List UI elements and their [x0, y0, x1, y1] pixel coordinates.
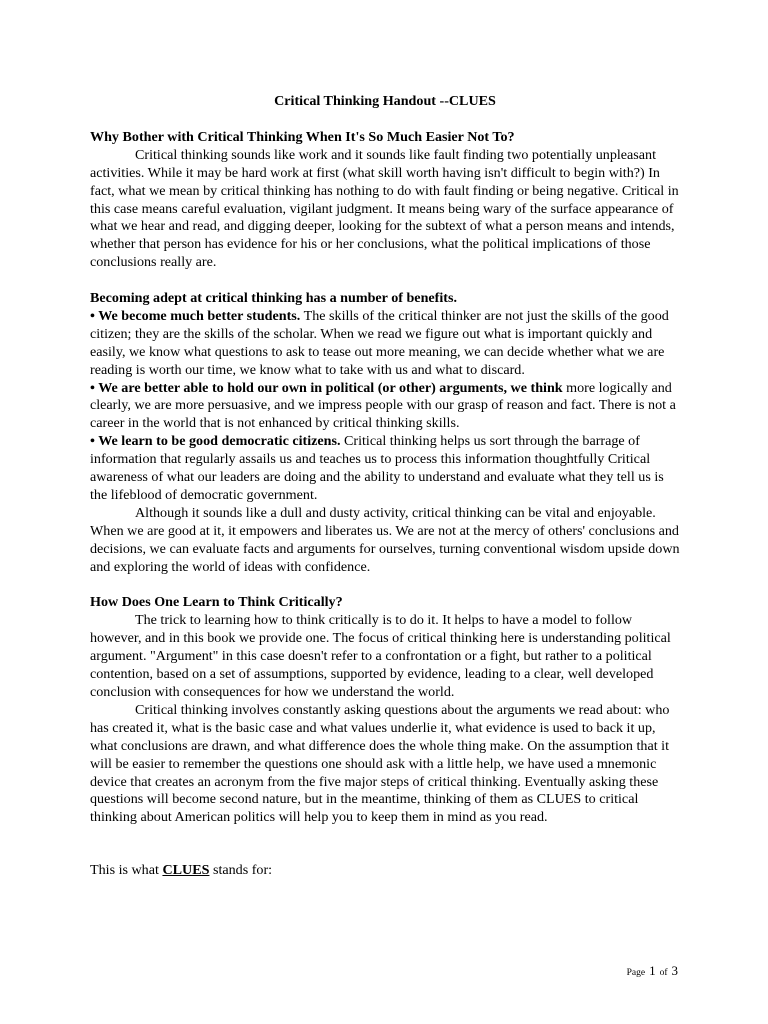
bullet-lead: • We learn to be good democratic citizens.: [90, 433, 341, 450]
of-label: of: [659, 968, 668, 978]
bullet-lead: • We become much better students.: [90, 307, 301, 324]
closing-prefix: This is what: [90, 862, 163, 879]
spacer: [90, 827, 680, 862]
closing-line: [90, 862, 680, 880]
bullet-item-students: [90, 308, 680, 380]
bullet-item-arguments: [90, 380, 680, 434]
section-heading-benefits: Becoming adept at critical thinking has a number of benefits.: [90, 290, 457, 307]
bullet-lead: • We are better able to hold our own in political (or other) arguments, we think: [90, 379, 563, 396]
paragraph-questions: Critical thinking involves constantly asking questions about the arguments we read about: who has created it, what is the basic case and what values underlie it, what evidence is used to back it up, what conclusions are drawn, and what difference does the whole thing make. On the assumption that it will be easier to remember the questions one should ask with a little help, we have used a mnemonic device that creates an acronym from the five major steps of critical thinking. Eventually asking these questions will become second nature, but in the meantime, thinking of them as CLUES to critical thinking about American politics will help you to keep them in mind as you read.: [90, 701, 670, 826]
page-footer: [627, 962, 678, 980]
paragraph-dull-and-dusty: Although it sounds like a dull and dusty activity, critical thinking can be vital and enjoyable. When we are good at it, it empowers and liberates us. We are not at the mercy of others' conclusions and decisions, we can evaluate facts and arguments for ourselves, turning conventional wisdom upside down and exploring the world of ideas with confidence.: [90, 504, 680, 575]
spacer: [90, 272, 680, 290]
paragraph-trick: The trick to learning how to think critically is to do it. It helps to have a model to follow however, and in this book we provide one. The focus of critical thinking here is understanding political argument. "Argument" in this case doesn't refer to a confrontation or a fight, but rather to a political contention, based on a set of assumptions, supported by evidence, leading to a clear, well developed conclusion with consequences for how we understand the world.: [90, 612, 671, 700]
document-page: [90, 93, 680, 880]
bullet-item-citizens: [90, 433, 680, 505]
bullet-text: Critical thinking helps us sort through the barrage of information that regularly assails us and teaches us to process this information thoughtfully Critical awareness of what our leaders are doing and the ability to understand and evaluate what they tell us is the lifeblood of democratic government.: [90, 433, 664, 504]
total-pages: 3: [671, 963, 678, 978]
closing-suffix: stands for:: [209, 862, 273, 879]
section-heading-how-to: How Does One Learn to Think Critically?: [90, 594, 343, 611]
page-number: 1: [649, 963, 656, 978]
section-heading-why-bother: Why Bother with Critical Thinking When It's So Much Easier Not To?: [90, 128, 515, 145]
bullet-text: The skills of the critical thinker are not just the skills of the good citizen; they are the skills of the scholar. When we read we figure out what is important quickly and easily, we know what questions to ask to tease out more meaning, we can decide whether what we are reading is worth our time, we know what to take with us and what to discard.: [90, 307, 669, 378]
spacer: [90, 577, 680, 595]
document-title: Critical Thinking Handout --CLUES: [274, 93, 496, 109]
bullet-text: more logically and clearly, we are more persuasive, and we impress people with our grasp of reason and fact. There is not a career in the world that is not enhanced by critical thinking skills.: [90, 379, 676, 432]
clues-keyword: CLUES: [162, 862, 210, 879]
page-label: Page: [626, 968, 646, 978]
paragraph-why-bother: Critical thinking sounds like work and it sounds like fault finding two potentially unpleasant activities. While it may be hard work at first (what skill worth having isn't difficult to begin with?) In fact, what we mean by critical thinking has nothing to do with fault finding or being negative. Critical in this case means careful evaluation, vigilant judgment. It means being wary of the surface appearance of what we hear and read, and digging deeper, looking for the subtext of what a person means and intends, whether that person has evidence for his or her conclusions, what the political implications of those conclusions really are.: [90, 146, 679, 271]
